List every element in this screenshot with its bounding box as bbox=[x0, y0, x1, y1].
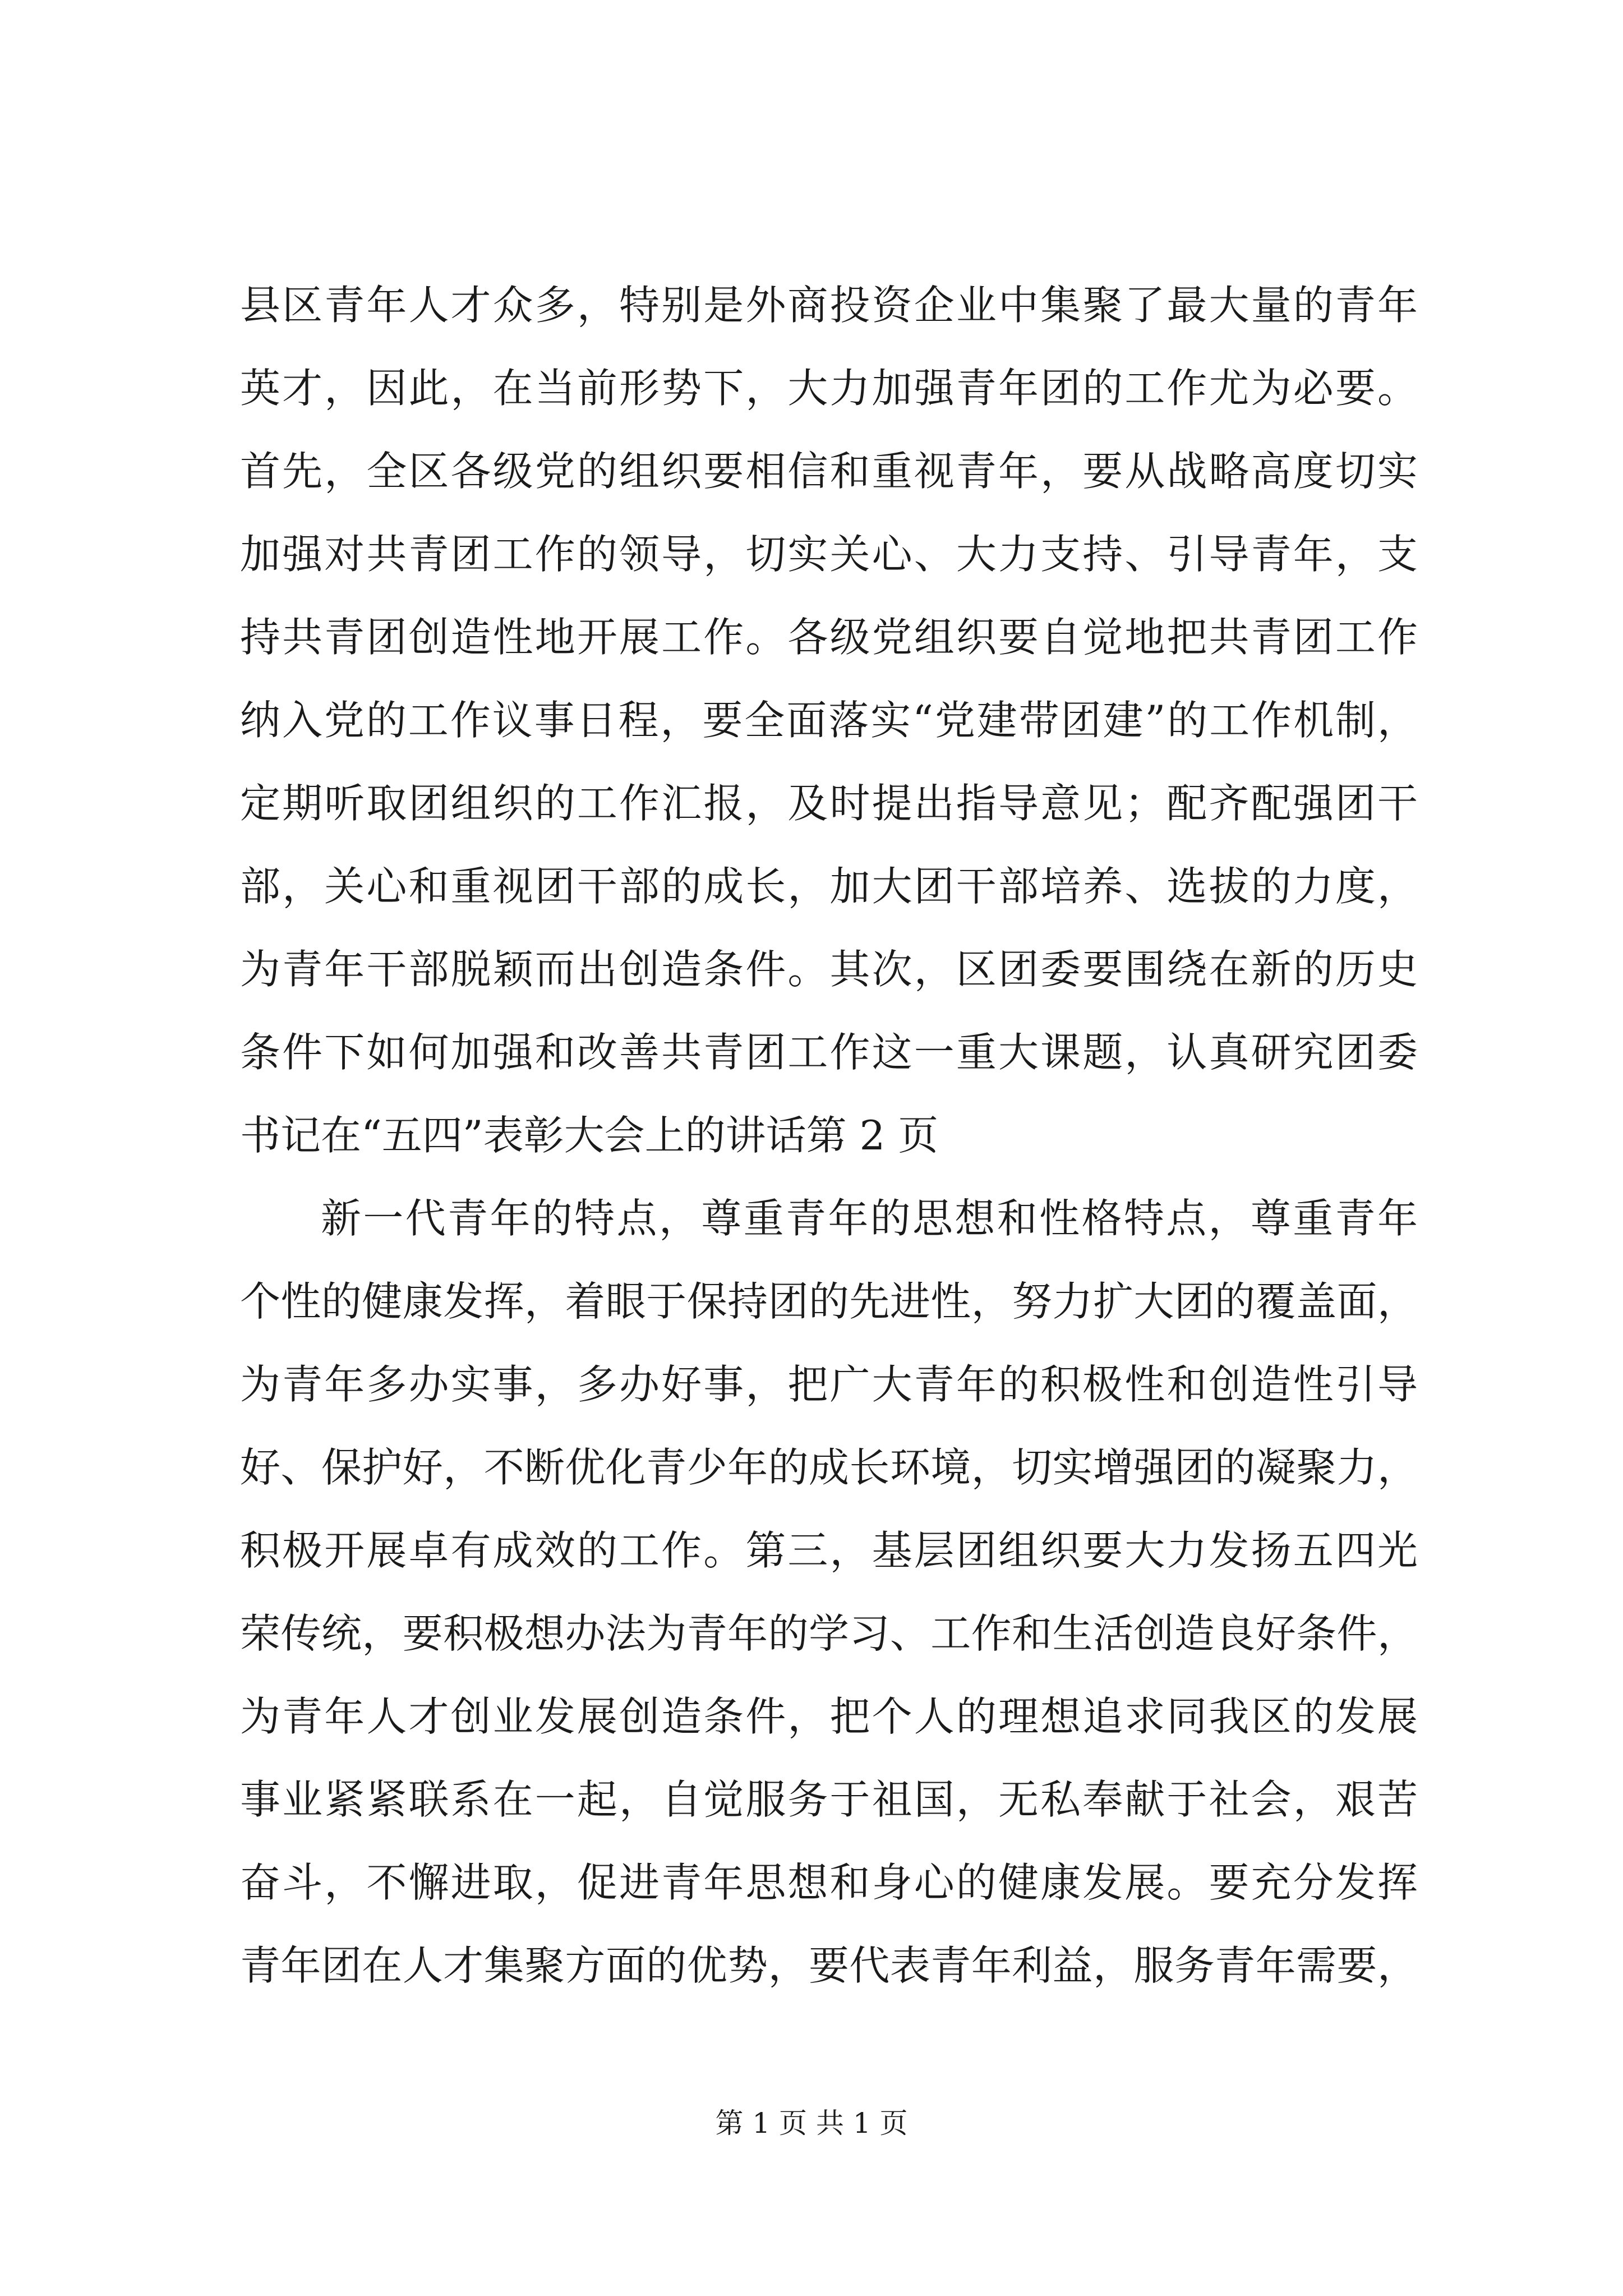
paragraph-1-line-3: 首先，全区各级党的组织要相信和重视青年，要从战略高度切实 bbox=[240, 448, 1418, 495]
paragraph-1-line-11: 书记在“五四”表彰大会上的讲话第 2 页 bbox=[240, 1112, 939, 1159]
paragraph-2-line-3: 为青年多办实事，多办好事，把广大青年的积极性和创造性引导 bbox=[240, 1361, 1418, 1408]
paragraph-1-line-7: 定期听取团组织的工作汇报，及时提出指导意见；配齐配强团干 bbox=[240, 780, 1418, 827]
paragraph-1-line-4: 加强对共青团工作的领导，切实关心、大力支持、引导青年，支 bbox=[240, 531, 1418, 578]
page-footer: 第 1 页 共 1 页 bbox=[715, 2107, 908, 2139]
paragraph-2-line-1: 新一代青年的特点，尊重青年的思想和性格特点，尊重青年 bbox=[321, 1195, 1418, 1242]
paragraph-1-line-1: 县区青年人才众多，特别是外商投资企业中集聚了最大量的青年 bbox=[240, 282, 1418, 329]
paragraph-1-line-8: 部，关心和重视团干部的成长，加大团干部培养、选拔的力度， bbox=[240, 863, 1418, 910]
paragraph-2-line-5: 积极开展卓有成效的工作。第三，基层团组织要大力发扬五四光 bbox=[240, 1527, 1418, 1574]
paragraph-2-line-9: 奋斗，不懈进取，促进青年思想和身心的健康发展。要充分发挥 bbox=[240, 1859, 1418, 1906]
document-body bbox=[240, 264, 1418, 2007]
paragraph-1-line-10: 条件下如何加强和改善共青团工作这一重大课题，认真研究团委 bbox=[240, 1029, 1418, 1076]
paragraph-2-line-7: 为青年人才创业发展创造条件，把个人的理想追求同我区的发展 bbox=[240, 1693, 1418, 1740]
paragraph-1-line-6: 纳入党的工作议事日程，要全面落实“党建带团建”的工作机制， bbox=[240, 697, 1418, 744]
paragraph-2-line-4: 好、保护好，不断优化青少年的成长环境，切实增强团的凝聚力， bbox=[240, 1444, 1418, 1491]
paragraph-1-line-2: 英才，因此，在当前形势下，大力加强青年团的工作尤为必要。 bbox=[240, 365, 1418, 412]
paragraph-2-line-2: 个性的健康发挥，着眼于保持团的先进性，努力扩大团的覆盖面， bbox=[240, 1278, 1418, 1325]
paragraph-1-line-9: 为青年干部脱颖而出创造条件。其次，区团委要围绕在新的历史 bbox=[240, 946, 1418, 993]
paragraph-2-line-10: 青年团在人才集聚方面的优势，要代表青年利益，服务青年需要， bbox=[240, 1942, 1418, 1989]
paragraph-1-line-5: 持共青团创造性地开展工作。各级党组织要自觉地把共青团工作 bbox=[240, 614, 1418, 661]
paragraph-2-line-6: 荣传统，要积极想办法为青年的学习、工作和生活创造良好条件， bbox=[240, 1610, 1418, 1657]
paragraph-2-line-8: 事业紧紧联系在一起，自觉服务于祖国，无私奉献于社会，艰苦 bbox=[240, 1776, 1418, 1823]
